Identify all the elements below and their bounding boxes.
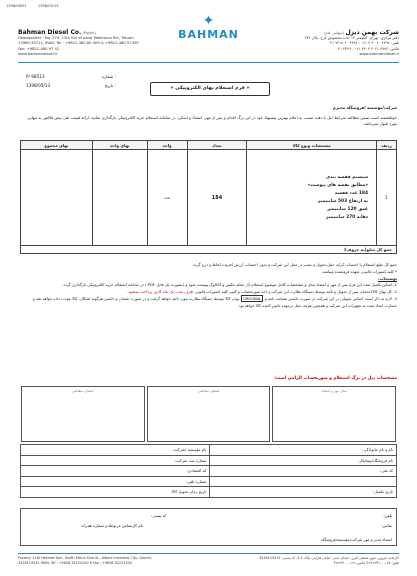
company-type-en: (Public): [82, 31, 96, 35]
row-index: 1: [377, 150, 397, 246]
stamp-area: [20, 386, 397, 442]
intro-paragraph: خواهشمند است ضمن مطالعه شرایط ذیل با دقت نسبت به اعلام بهترین پیشنهاد خود در این برگ اقدام و پس از مهر، امضاء و اسکن، در سامانه استعلام خرید الکترونیکی بارگذاری نمایید. ارائه قیمت طی پیش فاکتور به تنهایی مورد قبول نمی‌باشد.: [27, 115, 397, 126]
mobile-label: تماس:: [381, 523, 392, 528]
col-index: ردیف: [377, 141, 397, 150]
footer-fa-line2: تلفن: ۰۲۸-۳۲۲۲۴۱۰۰-۹ فکس: ۰۲۸-۳۲۲۲۳۱۰۰: [333, 561, 399, 565]
stamp-box[interactable]: [272, 386, 396, 442]
form-field[interactable]: کد ملی:: [210, 466, 397, 477]
web-fa: www.bahmandiesel.ir: [359, 51, 399, 56]
spec-line: عمق 120 سانتیمتر: [327, 206, 369, 212]
number-value: P/ 98513: [26, 74, 45, 79]
address-en: Headquarter : No. 279, 13th Km of karaj Makhsous Rd., Tehran: [18, 36, 134, 41]
phone-label: تلفن:: [383, 513, 392, 518]
form-title: « فرم استعلام بهای الکترونیکی »: [150, 82, 270, 96]
row-unit-price-field[interactable]: [92, 150, 147, 246]
note-t1: 1- اسکن تکمیل شده این فرم پس از مهر و امضاء محل و مشخصات کامل موضوع استعلام (از جمله عکس و کاتالوگ پیوست شود و (بصورت یک فایل PDF ) در سامانه استعلام خرید الکترونیکی بارگذاری گردد.: [61, 282, 397, 288]
stamp-label: محل مهر و امضاء: [321, 389, 347, 393]
footer-en-line1: Factory: 11th Hekmat Ave., North Ebn-e-Sina St., Alborz Industrial City, Qazvin,: [18, 556, 152, 560]
stamp-box[interactable]: [21, 386, 145, 442]
postal-label: کد پستی:: [151, 513, 167, 518]
seal-label: امضاء مدیر و مهر شرکت/مؤسسه/فروشگاه: [321, 537, 392, 542]
stamp-label: امضای متقاضی: [197, 389, 220, 393]
row-spec: [247, 150, 377, 246]
stamp-box[interactable]: [147, 386, 271, 442]
document-timestamps: [6, 4, 69, 8]
table-header-row: [21, 141, 397, 150]
letterhead-persian: [229, 30, 399, 57]
star-icon: ✦: [202, 13, 215, 29]
note-2: * کلیه کسورات قانونی بعهده فروشنده میباشد.: [321, 268, 397, 274]
tel-fa: تلفن: ۴۴۹۷ ۶۰ ۴۰ ۴ ۰۲۱ - ۴۴۹۸ ۶۰ ۷۴۱۸ ۰۲۱: [328, 41, 399, 46]
col-unit: واحد: [147, 141, 187, 150]
form-field[interactable]: [210, 476, 397, 487]
footer-fa: [219, 556, 399, 566]
date-value: 1398/05/13: [26, 83, 51, 88]
spec-line: به ارتفاع 503 سانتیمتر: [317, 198, 369, 204]
col-spec: مشخصات ونوع کالا: [247, 141, 377, 150]
form-field[interactable]: تاریخ تکمیل:: [210, 487, 397, 498]
note-t2: [20, 289, 397, 296]
date-label: تاریخ :: [104, 83, 116, 88]
form-field[interactable]: نام و نام خانوادگی:: [210, 445, 397, 456]
form-field[interactable]: نام فروشگاه/پیمانکار:: [210, 455, 397, 466]
document-meta: [26, 72, 116, 90]
form-field[interactable]: تاریخ زمان تحویل کالا:: [21, 487, 210, 498]
timestamp-left: 1398/06/01: [6, 4, 27, 8]
footer-divider: [18, 553, 399, 554]
original-badge: ORIGINAL: [242, 295, 262, 301]
company-name-en: Bahman Diesel Co.: [18, 29, 82, 36]
form-field[interactable]: کد اقتصادی:: [21, 466, 210, 477]
col-unit-price: بهای واحد: [92, 141, 147, 150]
fax-en: Fax: +9821-480 97 42: [18, 46, 60, 51]
notes-heading: توضیحات:: [378, 275, 397, 281]
form-field[interactable]: نام مؤسسه /شرکت:: [21, 445, 210, 456]
tel-en: 13969-39711, IRAN, Tel : +9821-480 80 409 & +9821-480 97409: [18, 41, 139, 46]
supplier-form: [20, 444, 397, 498]
signature-box[interactable]: [20, 508, 397, 546]
form-field[interactable]: شماره ثبت شرکت:: [21, 455, 210, 466]
form-row: [21, 487, 397, 498]
sum-label[interactable]: جمع کل مبلغ(به حروف):: [21, 246, 397, 254]
notes-section: [20, 262, 397, 310]
row-unit: عدد: [147, 150, 187, 246]
header-divider: [18, 62, 399, 63]
company-type-fa: (سهامی عام): [324, 31, 345, 35]
col-total: بهای مجموع: [21, 141, 93, 150]
footer-en-line2: 3418115531 IRAN, Tel : +9828 32224100-9 Fax : +9828 32223100: [18, 561, 132, 565]
company-name-fa: شرکت بهمن دیزل: [345, 29, 399, 36]
fax-fa: فکس: ۴۹۷۴ ۴۰۲۱ ۴۴۰۴ ۰۲۱ - ۴۴۴۹ ۰۲۱: [335, 46, 399, 51]
sum-row: [21, 246, 397, 254]
web-en: www.bahmandiesel.ir: [18, 51, 58, 56]
stamp-label: امضای متقاضی: [71, 389, 94, 393]
letterhead: [18, 14, 399, 64]
footer-fa-line1: کارخانه: قزوین، شهر صنعتی البرز، خیابان حیدر، خیابان فارابی، پلاک 1-3، کد پستی: 3418115531: [259, 556, 399, 560]
note-t3: [20, 296, 397, 310]
items-table: [20, 140, 397, 254]
spec-line: «مطابق نقشه های پیوست»: [307, 182, 369, 188]
form-row: [21, 455, 397, 466]
form-row: [21, 476, 397, 487]
letterhead-english: [18, 30, 188, 57]
spec-line: 184 عدد قفسه: [334, 190, 369, 196]
greeting: شرکت/مؤسسه /فروشگاه محترم: [332, 105, 397, 110]
form-field[interactable]: شماره تلفن:: [21, 476, 210, 487]
note-1: جمع کل مبلغ استعلام با احتساب کرایه حمل،تحویل و نصب در محل این شرکت و بدون احتساب ارزش افزوده لحاظ و درج گردد.: [191, 262, 397, 267]
form-row: [21, 445, 397, 456]
footer-en: [18, 556, 198, 566]
row-total-field[interactable]: [21, 150, 93, 246]
table-row: [21, 150, 397, 246]
timestamp-right: 1398/05/13: [37, 4, 59, 8]
required-spec-title: مشخصات ذیل در برگ استعلام و صورتحساب الزامی است:: [274, 376, 397, 381]
spec-line: سیستم قفسه بندی: [325, 174, 369, 180]
note-t3-text: 3- لازم به ذکر است اجناس تحویلی در این شرکت در صورت داشتن ضمانت نامه و: [264, 295, 397, 301]
row-qty: 184: [187, 150, 247, 246]
note-t2-text: 2- کل بهای کالا/خدمات پس از تحویل و تأئید توسط دستگاه نظارت این شرکت و اخذ صورتحساب و کسر کلیه کسورات قانونی: [194, 289, 397, 295]
form-row: [21, 466, 397, 477]
note-t3-text-2: بودن کالا توسط دستگاه نظارت مورد تائید خواهد گرفت و در صورت نقصان و داشتن هرگونه اشکال، کالا عودت داده خواهد شد و خسارت ایجاد شده به تجهیزات این شرکت و همچنین هزینه حمل برعهده تامین کننده کالا خواهد بود.: [32, 295, 397, 308]
col-qty: تعداد: [187, 141, 247, 150]
buyer-rep-label: نام کارشناس مربوطه و شماره همراه:: [81, 523, 144, 528]
spec-line: دهانه 270 سانتیمتر: [325, 214, 369, 220]
brand-name: BAHMAN: [178, 28, 239, 41]
address-fa: دفتر مرکزی: تهران، کیلومتر ۱۳ جاده مخصوص کرج، پلاک ۲۷۹: [304, 36, 399, 41]
note-t2-highlight: ظرف مدت یک ماه کاری پرداخت میشود.: [127, 289, 194, 295]
number-label: شماره :: [101, 74, 116, 79]
